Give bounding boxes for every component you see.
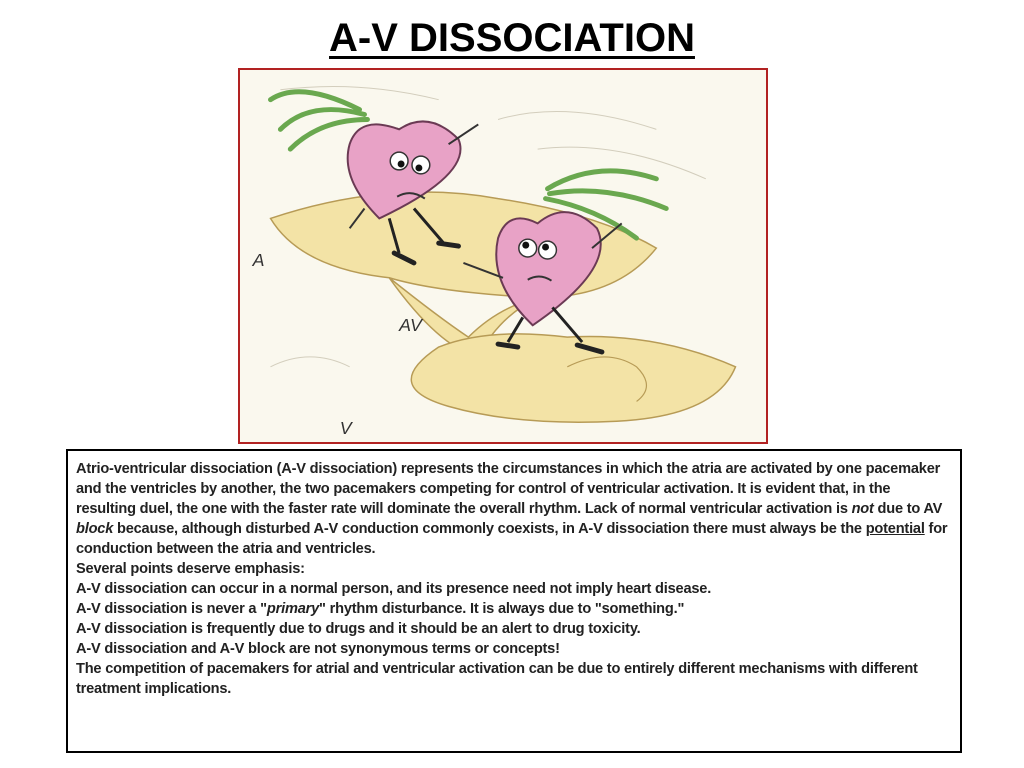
page-title: A-V DISSOCIATION	[329, 16, 695, 60]
intro-paragraph: Atrio-ventricular dissociation (A-V dissociation) represents the circumstances in which the atria are activated by one pacemaker and the ventricles by another, the two pacemakers competing for control of ventricular activation. It is evident that, in the resulting duel, the one with the faster rate will dominate the overall rhythm. Lack of normal ventricular activation is not due to AV block because, although disturbed A-V conduction commonly coexists, in A-V dissociation there must always be the potential for conduction between the atria and ventricles.	[76, 461, 948, 557]
cartoon-illustration	[238, 68, 768, 444]
point-competition-mechanisms: The competition of pacemakers for atrial and ventricular activation can be due to entirely different mechanisms with different treatment implications.	[76, 661, 918, 697]
emphasis-heading: Several points deserve emphasis:	[76, 561, 305, 577]
label-atria: A	[252, 249, 265, 270]
point-normal-person: A-V dissociation can occur in a normal person, and its presence need not imply heart disease.	[76, 581, 712, 597]
ventricle-region	[411, 334, 735, 422]
point-never-primary: A-V dissociation is never a "primary" rhythm disturbance. It is always due to "something."	[76, 601, 685, 617]
point-not-synonymous: A-V dissociation and A-V block are not synonymous terms or concepts!	[76, 641, 560, 657]
point-drug-toxicity: A-V dissociation is frequently due to drugs and it should be an alert to drug toxicity.	[76, 621, 641, 637]
label-ventricles: V	[339, 418, 352, 439]
dueling-hearts-drawing	[240, 70, 766, 442]
explanation-text-box	[66, 449, 962, 753]
label-av: AV	[399, 315, 422, 336]
